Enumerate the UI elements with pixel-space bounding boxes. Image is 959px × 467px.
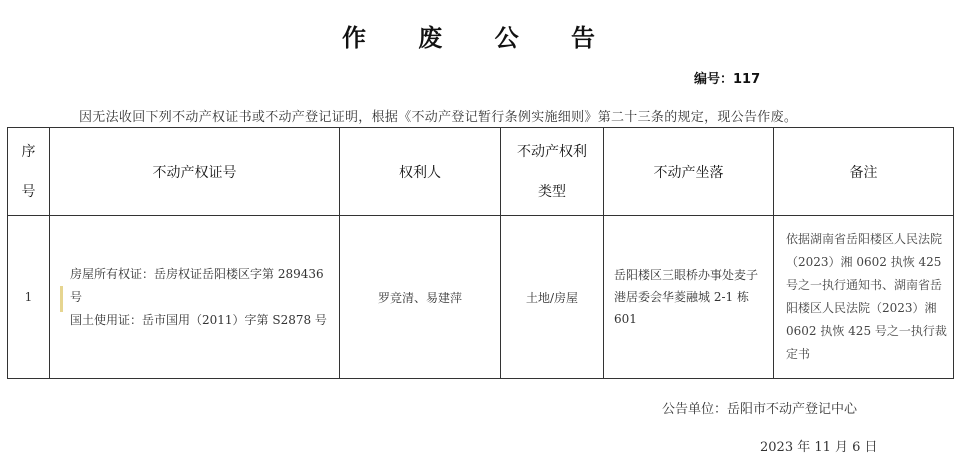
issuing-unit: 公告单位：岳阳市不动产登记中心 [662,402,858,417]
row-location [604,216,774,379]
issue-date: 2023 年 11 月 6 日 [760,440,878,455]
row-cert-no [50,216,340,379]
table-header-row [8,128,954,216]
header-cert-no: 不动产权证号 [50,128,340,216]
row-type: 土地/房屋 [501,216,604,379]
highlight-mark [60,286,63,312]
header-location: 不动产坐落 [604,128,774,216]
page-title: 作 废 公 告 [341,24,618,52]
intro-paragraph: 因无法收回下列不动产权证书或不动产登记证明，根据《不动产登记暂行条例实施细则》第二十三条的规定，现公告作废。 [79,110,798,125]
location-line2: 港居委会华菱融城 2-1 栋 601 [614,290,749,326]
row-seq: 1 [8,216,50,379]
header-seq-line1: 序 [21,143,36,160]
header-seq [8,128,50,216]
header-type-line1: 不动产权利 [517,143,587,160]
header-type-line2: 类型 [538,183,566,200]
row-holder: 罗竞清、易建萍 [340,216,501,379]
header-remark: 备注 [774,128,954,216]
header-holder: 权利人 [340,128,501,216]
cert-land-line: 国土使用证：岳市国用（2011）字第 S2878 号 [70,312,327,327]
cert-house-line: 房屋所有权证：岳房权证岳阳楼区字第 289436 号 [70,266,324,304]
header-seq-line2: 号 [21,183,36,200]
location-line1: 岳阳楼区三眼桥办事处麦子 [614,268,759,282]
header-type [501,128,604,216]
void-certificate-table [7,127,954,379]
document-number: 编号：117 [694,72,761,87]
table-row [8,216,954,379]
row-remark: 依据湖南省岳阳楼区人民法院（2023）湘 0602 执恢 425 号之一执行通知书、湖南省岳阳楼区人民法院（2023）湘 0602 执恢 425 号之一执行裁定书 [774,216,954,379]
